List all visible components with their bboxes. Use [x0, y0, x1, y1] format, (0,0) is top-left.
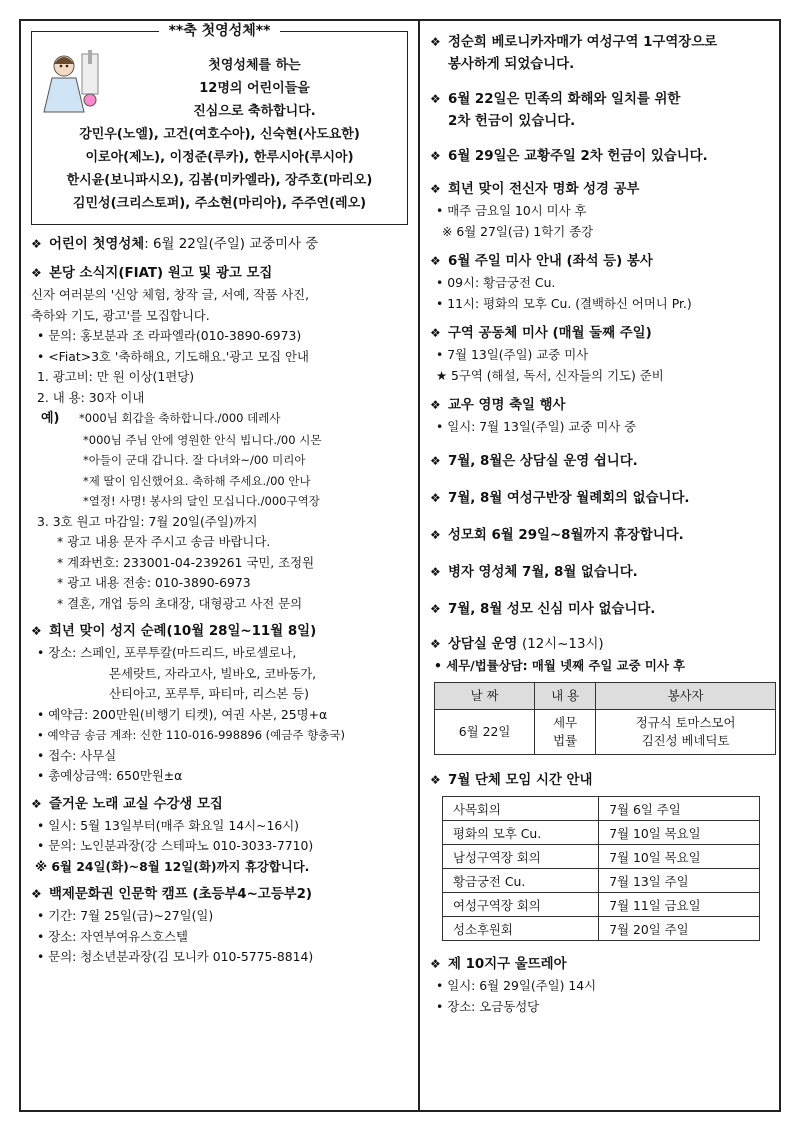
table-row: 사목회의 7월 6일 주일 — [443, 797, 760, 821]
notice-second-collection: ❖ 6월 22일은 민족의 화해와 일치를 위한 2차 헌금이 있습니다. — [430, 88, 771, 133]
notice-meeting-cancelled: ❖ 7월, 8월 여성구반장 월례회의 없습니다. — [430, 487, 771, 510]
example-line: *000님 회갑을 축하합니다./000 데레사 — [79, 411, 281, 425]
left-column — [21, 21, 418, 1110]
diamond-bullet-icon: ❖ — [430, 636, 441, 651]
table-cell: 6월 22일 — [435, 710, 535, 755]
section-children-communion — [31, 233, 408, 256]
notice-mothers-society: ❖ 성모회 6월 29일~8월까지 휴장합니다. — [430, 524, 771, 547]
table-row: 평화의 모후 Cu. 7월 10일 목요일 — [443, 821, 760, 845]
note-line: * 광고 내용 전송: 010-3890-6973 — [57, 575, 251, 590]
celebration-message — [32, 54, 407, 215]
text-line: • 접수: 사무실 — [37, 747, 117, 763]
section-counseling: ❖ 상담실 운영 (12시~13시) • 세무/법률상담: 매월 넷째 주일 교중 미사 후 날 짜 내 용 봉사자 6월 22일 세무 법률 정규식 토마스모어 김진성 베네딕토 — [430, 633, 771, 756]
diamond-bullet-icon: ❖ — [430, 773, 441, 787]
section-detail: : 6월 22일(주일) 교중미사 중 — [144, 237, 319, 252]
table-row: 남성구역장 회의 7월 10일 목요일 — [443, 845, 760, 869]
celebration-line: 첫영성체를 하는 — [208, 58, 301, 73]
table-row: 성소후원회 7월 20일 주일 — [443, 917, 760, 941]
communicant-names: 강민우(노엘), 고건(여호수아), 신숙현(사도요한) — [79, 127, 360, 142]
notice-district-leader: ❖ 정순희 베로니카자매가 여성구역 1구역장으로 봉사하게 되었습니다. — [430, 31, 771, 76]
notice-name-day: ❖ 교우 영명 축일 행사 • 일시: 7월 13일(주일) 교중 미사 중 — [430, 394, 771, 438]
example-line: *열정! 사명! 봉사의 달인 모십니다./000구역장 — [83, 494, 320, 508]
table-cell: 정규식 토마스모어 김진성 베네딕토 — [596, 710, 776, 755]
right-column — [420, 21, 779, 1110]
celebration-title: **축 첫영성체** — [32, 20, 407, 40]
meeting-schedule-table — [442, 796, 760, 941]
celebration-line: 진심으로 축하합니다. — [193, 104, 316, 119]
table-row: 여성구역장 회의 7월 11일 금요일 — [443, 893, 760, 917]
diamond-bullet-icon: ❖ — [430, 957, 441, 971]
notice-bible-study: ❖ 희년 맞이 전신자 명화 성경 공부 • 매주 금요일 10시 미사 후 ※ 6월 27일(금) 1학기 종강 — [430, 178, 771, 242]
section-singing-class — [31, 793, 408, 878]
example-line: *000님 주님 안에 영원한 안식 빕니다./00 시몬 — [83, 432, 322, 447]
example-line: *아들이 군대 갑니다. 잘 다녀와~/00 미리아 — [83, 453, 306, 467]
counseling-table — [434, 682, 776, 755]
first-communion-box — [31, 23, 408, 225]
text-line: • 장소: 자연부여유스호스텔 — [37, 928, 189, 944]
text-line: 2. 내 용: 30자 이내 — [37, 389, 145, 405]
diamond-bullet-icon: ❖ — [430, 149, 441, 163]
section-title: 본당 소식지(FIAT) 원고 및 광고 모집 — [49, 266, 273, 281]
diamond-bullet-icon: ❖ — [430, 527, 441, 542]
section-ultreya: ❖ 제 10지구 울뜨레아 • 일시: 6월 29일(주일) 14시 • 장소: 오금동성당 — [430, 953, 771, 1017]
communicant-names: 한시윤(보니파시오), 김봄(미카엘라), 장주호(마리오) — [66, 173, 373, 188]
text-line: • 문의: 홍보분과 조 라파엘라(010-3890-6973) — [37, 328, 302, 343]
example-label: 예) — [41, 411, 60, 426]
diamond-bullet-icon: ❖ — [31, 796, 42, 811]
column-header: 날 짜 — [435, 683, 535, 710]
diamond-bullet-icon: ❖ — [31, 237, 42, 251]
table-cell: 세무 법률 — [535, 710, 596, 755]
notice-mass-service: ❖ 6월 주일 미사 안내 (좌석 등) 봉사 • 09시: 황금궁전 Cu. • 11시: 평화의 모후 Cu. (결백하신 어머니 Pr.) — [430, 250, 771, 314]
table-row: 황금궁전 Cu. 7월 13일 주일 — [443, 869, 760, 893]
notice-pope-sunday: ❖ 6월 29일은 교황주일 2차 헌금이 있습니다. — [430, 145, 771, 168]
diamond-bullet-icon: ❖ — [430, 92, 441, 106]
deadline-line: 3. 3호 원고 마감일: 7월 20일(주일)까지 — [37, 513, 258, 529]
diamond-bullet-icon: ❖ — [430, 564, 441, 579]
diamond-bullet-icon: ❖ — [430, 326, 441, 340]
communicant-names: 김민성(크리스토퍼), 주소현(마리아), 주주연(레오) — [72, 196, 367, 211]
note-line: * 결혼, 개업 등의 초대장, 대형광고 사전 문의 — [57, 595, 303, 611]
note-line: * 광고 내용 문자 주시고 송금 바랍니다. — [57, 534, 271, 549]
text-line: 축하와 기도, 광고'를 모집합니다. — [31, 307, 210, 323]
text-line: • 문의: 노인분과장(강 스테파노 010-3033-7710) — [37, 838, 314, 853]
text-line: 몬세랏트, 자라고사, 빌바오, 코바동가, — [109, 665, 317, 681]
section-title: 어린이 첫영성체 — [49, 237, 145, 252]
section-pilgrimage — [31, 620, 408, 787]
diamond-bullet-icon: ❖ — [31, 266, 42, 280]
note-line: * 계좌번호: 233001-04-239261 국민, 조정원 — [57, 554, 315, 570]
celebration-line: 12명의 어린이들을 — [199, 81, 310, 96]
text-line: • 기간: 7월 25일(금)~27일(일) — [37, 908, 214, 923]
diamond-bullet-icon: ❖ — [430, 490, 441, 505]
diamond-bullet-icon: ❖ — [430, 182, 441, 196]
diamond-bullet-icon: ❖ — [31, 624, 42, 638]
example-line: *제 딸이 임신했어요. 축하해 주세요./00 안나 — [83, 473, 311, 488]
section-group-meetings: ❖ 7월 단체 모임 시간 안내 사목회의 7월 6일 주일 평화의 모후 Cu. 7월 10일 목요일 남성구역장 회의 7월 10일 목요일 황금궁전 Cu. 7월 13일 주일 여성구역장 회의 7월 11일 금요일 성소후원회 7월 20일 주일 — [430, 769, 771, 941]
text-line: 신자 여러분의 '신앙 체험, 창작 글, 서예, 작품 사진, — [31, 287, 310, 302]
diamond-bullet-icon: ❖ — [430, 601, 441, 616]
section-fiat-recruit — [31, 262, 408, 614]
diamond-bullet-icon: ❖ — [31, 887, 42, 901]
diamond-bullet-icon: ❖ — [430, 398, 441, 412]
section-title: 즐거운 노래 교실 수강생 모집 — [49, 796, 223, 812]
text-line: • 문의: 청소년분과장(김 모니카 010-5775-8814) — [37, 949, 314, 964]
diamond-bullet-icon: ❖ — [430, 453, 441, 468]
section-title: 백제문화권 인문학 캠프 (초등부4~고등부2) — [49, 887, 313, 902]
notice-marian-mass: ❖ 7월, 8월 성모 신심 미사 없습니다. — [430, 598, 771, 621]
column-header: 내 용 — [535, 683, 596, 710]
section-title: 희년 맞이 성지 순례(10월 28일~11월 8일) — [49, 624, 317, 639]
text-line: 1. 광고비: 만 원 이상(1편당) — [37, 369, 195, 384]
section-humanities-camp — [31, 883, 408, 968]
text-line: • <Fiat>3호 '축하해요, 기도해요.'광고 모집 안내 — [37, 348, 309, 364]
column-header: 봉사자 — [596, 683, 776, 710]
diamond-bullet-icon: ❖ — [430, 35, 441, 49]
notice-counseling-closed: ❖ 7월, 8월은 상담실 운영 쉽니다. — [430, 450, 771, 473]
text-line: • 일시: 5월 13일부터(매주 화요일 14시~16시) — [37, 817, 300, 833]
communicant-names: 이로아(제노), 이정준(루카), 한루시아(루시아) — [85, 150, 354, 165]
text-line: • 예약금 송금 계좌: 신한 110-016-998896 (예금주 향충국) — [37, 728, 345, 742]
text-line: 산티아고, 포루투, 파티마, 리스본 등) — [109, 686, 309, 701]
notice-sick-communion: ❖ 병자 영성체 7월, 8월 없습니다. — [430, 561, 771, 584]
diamond-bullet-icon: ❖ — [430, 254, 441, 268]
text-line: • 예약금: 200만원(비행기 티켓), 여권 사본, 25명+α — [37, 706, 328, 722]
page-frame — [19, 19, 781, 1112]
break-notice: ※ 6월 24일(화)~8월 12일(화)까지 휴강합니다. — [35, 858, 310, 874]
text-line: • 장소: 스페인, 포루투칼(마드리드, 바로셀로나, — [37, 645, 297, 660]
text-line: • 총예상금액: 650만원±α — [37, 768, 183, 783]
notice-community-mass: ❖ 구역 공동체 미사 (매월 둘째 주일) • 7월 13일(주일) 교중 미사 ★ 5구역 (해설, 독서, 신자들의 기도) 준비 — [430, 322, 771, 386]
